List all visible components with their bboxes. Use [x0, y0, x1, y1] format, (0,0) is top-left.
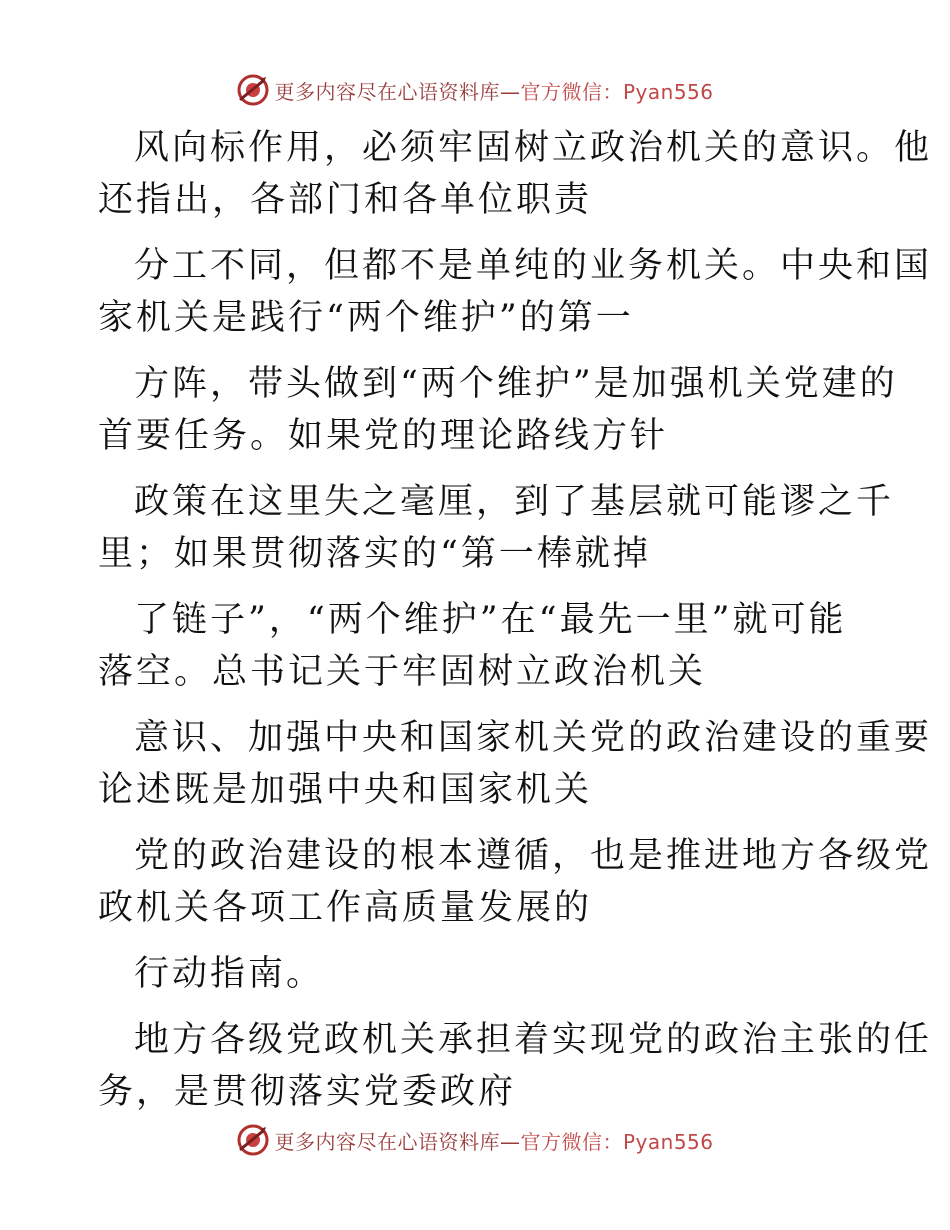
paragraph-line: 了链子”，“两个维护”在“最先一里”就可能: [134, 600, 847, 640]
paragraph-line: 意识、加强中央和国家机关党的政治建设的重要: [134, 718, 933, 758]
paragraph: [98, 122, 933, 226]
paragraph-line: 地方各级党政机关承担着实现党的政治主张的任: [134, 1020, 933, 1060]
paragraph-line: 里；如果贯彻落实的“第一棒就掉: [98, 534, 651, 574]
paragraph-line: 行动指南。: [134, 954, 325, 994]
paragraph: [98, 948, 858, 1000]
paragraph: [98, 594, 858, 698]
footer-banner-text: [274, 1126, 713, 1155]
paragraph-line: 务，是贯彻落实党委政府: [98, 1072, 517, 1112]
paragraph-line: 论述既是加强中央和国家机关: [98, 770, 593, 810]
paragraph-line: 政机关各项工作高质量发展的: [98, 888, 593, 928]
paragraph-line: 方阵，带头做到“两个维护”是加强机关党建的: [134, 364, 898, 404]
document-body: [98, 122, 933, 1118]
header-banner-text: [274, 76, 713, 105]
footer-wechat-label: 官方微信：: [520, 1129, 623, 1154]
paragraph: [98, 830, 933, 934]
header-wechat-label: 官方微信：: [520, 79, 623, 104]
footer-banner-title: 更多内容尽在心语资料库—: [274, 1129, 521, 1154]
paragraph-line: 政策在这里失之毫厘，到了基层就可能谬之千: [134, 482, 895, 522]
paragraph: [98, 240, 933, 344]
paragraph-line: 落空。总书记关于牢固树立政治机关: [98, 652, 707, 692]
paragraph: [98, 358, 898, 462]
header-banner-title: 更多内容尽在心语资料库—: [274, 79, 521, 104]
paragraph: [98, 712, 933, 816]
paragraph-line: 家机关是践行“两个维护”的第一: [98, 298, 634, 338]
paragraph-line: 还指出，各部门和各单位职责: [98, 180, 593, 220]
paragraph-line: 风向标作用，必须牢固树立政治机关的意识。他: [134, 128, 933, 168]
paragraph-line: 党的政治建设的根本遵循，也是推进地方各级党: [134, 836, 933, 876]
footer-banner: [0, 1120, 950, 1160]
paragraph: [98, 476, 895, 580]
header-wechat-id: Pyan556: [622, 79, 714, 104]
paragraph: [98, 1014, 933, 1118]
header-banner: [0, 70, 950, 110]
brand-logo-icon: [236, 1123, 270, 1157]
paragraph-line: 首要任务。如果党的理论路线方针: [98, 416, 669, 456]
paragraph-line: 分工不同，但都不是单纯的业务机关。中央和国: [134, 246, 933, 286]
footer-wechat-id: Pyan556: [622, 1129, 714, 1154]
brand-logo-icon: [236, 73, 270, 107]
